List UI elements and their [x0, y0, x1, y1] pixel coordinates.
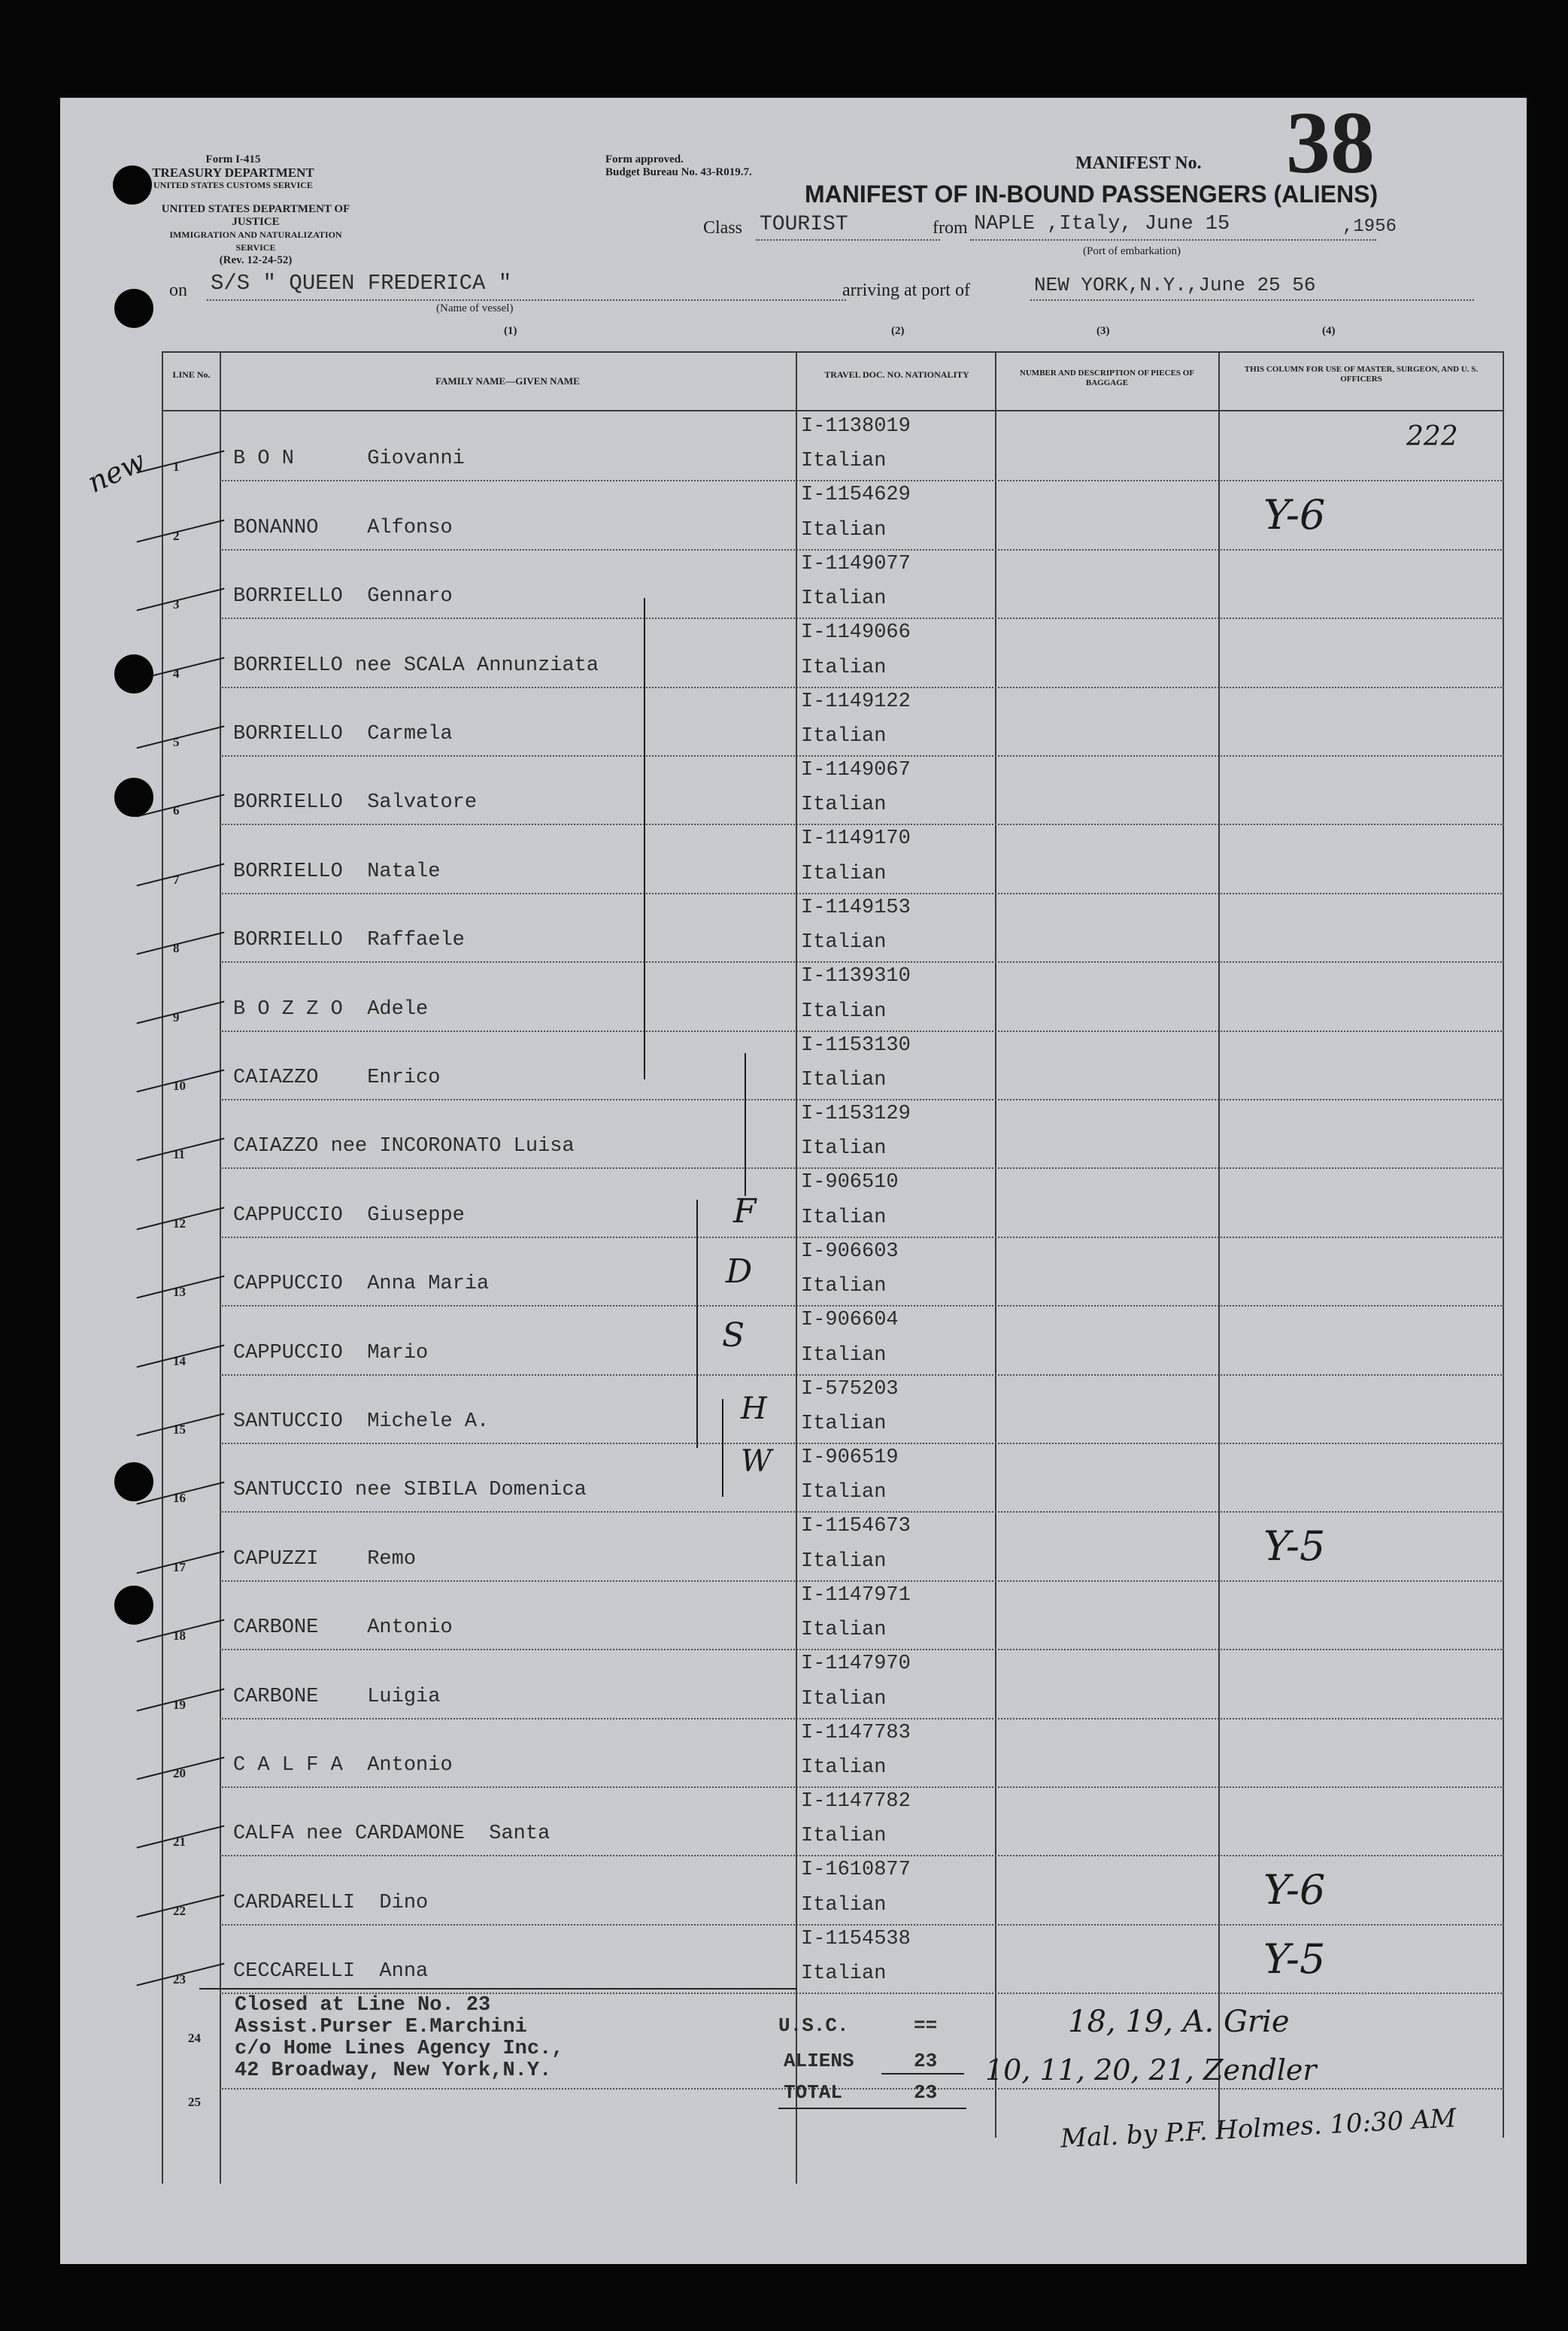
- travel-doc-number: I-1149170: [801, 827, 911, 851]
- year-value: ,1956: [1342, 217, 1397, 237]
- family-name-heading: FAMILY NAME—GIVEN NAME: [435, 375, 580, 387]
- line-number: 2: [173, 528, 180, 543]
- arriving-label: arriving at port of: [842, 281, 970, 300]
- travel-doc-number: I-906510: [801, 1171, 899, 1194]
- line-number: 4: [173, 666, 180, 681]
- travel-doc-number: I-906603: [801, 1240, 899, 1263]
- travel-doc-number: I-1149153: [801, 896, 911, 919]
- line-number-24: 24: [188, 2031, 201, 2045]
- handwritten-signature-note: Mal. by P.F. Holmes. 10:30 AM: [1060, 2103, 1457, 2154]
- relation-mark-wife: W: [741, 1444, 772, 1479]
- punch-hole: [114, 1586, 153, 1625]
- line-number-25: 25: [188, 2095, 201, 2109]
- handwritten-inspection-1: 18, 19, A. Grie: [1068, 2005, 1290, 2039]
- table-row: [60, 414, 1504, 482]
- line-number: 8: [173, 941, 180, 956]
- nationality: Italian: [801, 1068, 887, 1091]
- family-bracket-cappuccio: [696, 1200, 698, 1448]
- table-row: [60, 1307, 1504, 1376]
- travel-doc-number: I-1154673: [801, 1515, 911, 1538]
- row-rule: [220, 549, 1504, 551]
- travel-doc-number: I-1149067: [801, 759, 911, 782]
- travel-doc-number: I-1147971: [801, 1583, 911, 1607]
- line-number: 7: [173, 872, 180, 887]
- table-row: [60, 1583, 1504, 1651]
- approval-block: [605, 153, 786, 179]
- ins-label: IMMIGRATION AND NATURALIZATION SERVICE: [169, 229, 342, 253]
- manifest-number: 38: [1286, 93, 1375, 192]
- row-rule: [220, 1649, 1504, 1650]
- passenger-name: CAIAZZO nee INCORONATO Luisa: [233, 1135, 575, 1158]
- table-row: [60, 757, 1504, 826]
- check-mark: [137, 932, 225, 955]
- check-mark: [137, 588, 225, 612]
- revision-label: (Rev. 12-24-52): [219, 254, 293, 266]
- table-row: [60, 1651, 1504, 1719]
- closing-note: [235, 1995, 563, 2082]
- row-rule: [220, 1924, 1504, 1926]
- check-mark: [137, 451, 225, 474]
- punch-hole: [114, 289, 153, 328]
- punch-hole: [113, 165, 152, 205]
- total-label: TOTAL: [784, 2081, 843, 2104]
- nationality: Italian: [801, 1825, 887, 1848]
- port-embarkation-caption: (Port of embarkation): [1083, 245, 1181, 257]
- passenger-name: BORRIELLO Gennaro: [233, 585, 453, 609]
- line-number: 16: [173, 1491, 186, 1506]
- officer-note: 222: [1406, 421, 1458, 452]
- passenger-name: CALFA nee CARDAMONE Santa: [233, 1823, 550, 1846]
- travel-doc-number: I-1153129: [801, 1103, 911, 1125]
- table-row: [60, 895, 1504, 964]
- table-row: [60, 1239, 1504, 1307]
- passenger-name: SANTUCCIO nee SIBILA Domenica: [233, 1479, 587, 1502]
- table-row: [60, 826, 1504, 894]
- table-row: [60, 1857, 1504, 1926]
- vessel-name: S/S " QUEEN FREDERICA ": [211, 271, 512, 296]
- line-number: 5: [173, 734, 180, 749]
- travel-doc-number: I-1154538: [801, 1927, 911, 1950]
- vessel-caption: (Name of vessel): [436, 302, 514, 314]
- table-row: [60, 689, 1504, 757]
- nationality: Italian: [801, 1481, 887, 1504]
- row-rule: [220, 1718, 1504, 1719]
- nationality: Italian: [801, 518, 887, 542]
- table-row: [60, 551, 1504, 620]
- travel-doc-number: I-1149122: [801, 690, 911, 713]
- nationality: Italian: [801, 1619, 887, 1642]
- travel-doc-number: I-1147783: [801, 1721, 911, 1744]
- travel-doc-number: I-1139310: [801, 965, 911, 988]
- travel-doc-number: I-906604: [801, 1309, 899, 1332]
- nationality: Italian: [801, 1275, 887, 1298]
- relation-mark-father: F: [733, 1192, 757, 1231]
- officers-heading: THIS COLUMN FOR USE OF MASTER, SURGEON, AND U. S. OFFICERS: [1244, 365, 1479, 384]
- row-rule: [220, 618, 1504, 619]
- line-number: 21: [173, 1835, 186, 1850]
- arriving-value: NEW YORK,N.Y.,June 25 56: [1034, 274, 1316, 296]
- travel-doc-heading: TRAVEL DOC. NO. NATIONALITY: [824, 369, 969, 380]
- line-number: 20: [173, 1765, 186, 1780]
- row-rule: [220, 1030, 1504, 1032]
- table-row: [60, 1513, 1504, 1582]
- check-mark: [137, 1000, 225, 1024]
- column-2-index: (2): [891, 325, 905, 337]
- row-rule: [220, 755, 1504, 757]
- table-row: [60, 1033, 1504, 1101]
- row-rule: [220, 1374, 1504, 1376]
- line-number: 3: [173, 597, 180, 612]
- row-rule: [220, 824, 1504, 825]
- line-number: 1: [173, 460, 180, 475]
- treasury-label: TREASURY DEPARTMENT: [152, 165, 314, 180]
- column-3-index: (3): [1096, 325, 1110, 337]
- passenger-name: CARBONE Antonio: [233, 1616, 453, 1640]
- line-number: 12: [173, 1216, 186, 1231]
- row-rule: [220, 1099, 1504, 1100]
- line-number: 18: [173, 1628, 186, 1644]
- usc-label: U.S.C.: [778, 2014, 849, 2037]
- assistant-purser: Assist.Purser E.Marchini: [235, 2016, 527, 2038]
- nationality: Italian: [801, 1000, 887, 1023]
- column-1-index: (1): [504, 325, 517, 337]
- nationality: Italian: [801, 1206, 887, 1229]
- justice-label: UNITED STATES DEPARTMENT OF JUSTICE: [161, 203, 350, 228]
- officer-note: Y-6: [1263, 491, 1326, 539]
- line-number: 10: [173, 1078, 186, 1093]
- row-rule: [220, 1580, 1504, 1582]
- line-number: 23: [173, 1972, 186, 1987]
- aliens-value: 23: [914, 2050, 938, 2072]
- aliens-label: ALIENS: [784, 2050, 854, 2072]
- travel-doc-number: I-1153130: [801, 1033, 911, 1057]
- line-number: 6: [173, 803, 180, 818]
- nationality: Italian: [801, 1412, 887, 1435]
- nationality: Italian: [801, 1687, 887, 1710]
- passenger-name: CAIAZZO Enrico: [233, 1066, 441, 1089]
- class-label: Class: [703, 218, 743, 238]
- row-rule: [220, 961, 1504, 963]
- form-number: Form I-415: [205, 153, 261, 165]
- passenger-name: BORRIELLO Carmela: [233, 722, 453, 745]
- nationality: Italian: [801, 724, 887, 748]
- travel-doc-number: I-1147970: [801, 1653, 911, 1676]
- from-label: from: [933, 218, 968, 238]
- passenger-name: BORRIELLO Salvatore: [233, 791, 478, 815]
- family-bracket-santuccio: [722, 1399, 723, 1497]
- row-rule: [220, 1511, 1504, 1513]
- class-value: TOURIST: [760, 213, 848, 236]
- passenger-name: CAPUZZI Remo: [233, 1547, 417, 1571]
- passenger-name: CARDARELLI Dino: [233, 1891, 429, 1914]
- budget-bureau-label: Budget Bureau No. 43-R019.7.: [605, 166, 752, 178]
- passenger-name: BORRIELLO Natale: [233, 860, 441, 883]
- agency-address: 42 Broadway, New York,N.Y.: [235, 2059, 552, 2082]
- passenger-name: B O N Giovanni: [233, 448, 465, 471]
- manifest-no-label: MANIFEST No.: [1075, 153, 1202, 173]
- check-mark: [137, 725, 225, 748]
- travel-doc-number: I-1147782: [801, 1790, 911, 1813]
- nationality: Italian: [801, 1343, 887, 1367]
- column-4-index: (4): [1322, 325, 1336, 337]
- nationality: Italian: [801, 656, 887, 679]
- line-no-heading: LINE No.: [172, 369, 211, 380]
- passenger-name: BONANNO Alfonso: [233, 516, 453, 539]
- line-number: 15: [173, 1422, 186, 1437]
- nationality: Italian: [801, 1962, 887, 1986]
- table-row: [60, 1101, 1504, 1170]
- nationality: Italian: [801, 862, 887, 885]
- line-number: 22: [173, 1903, 186, 1918]
- travel-doc-number: I-906519: [801, 1446, 899, 1469]
- line-number: 9: [173, 1009, 180, 1024]
- table-row: [60, 1445, 1504, 1513]
- relation-mark-daughter: D: [726, 1252, 753, 1291]
- handwritten-inspection-2: 10, 11, 20, 21, Zendler: [985, 2053, 1317, 2087]
- table-row: [60, 1170, 1504, 1238]
- table-row: [60, 1376, 1504, 1445]
- manifest-sheet: [60, 93, 1527, 2264]
- punch-hole: [114, 1462, 153, 1501]
- line-number: 17: [173, 1559, 186, 1574]
- family-bracket-borriello: [644, 598, 645, 1079]
- total-value: 23: [914, 2081, 938, 2104]
- passenger-name: B O Z Z O Adele: [233, 997, 429, 1021]
- row-rule: [220, 1443, 1504, 1444]
- line-number: 14: [173, 1353, 186, 1368]
- passenger-name: C A L F A Antonio: [233, 1753, 453, 1777]
- passenger-name: CECCARELLI Anna: [233, 1960, 429, 1983]
- table-row: [60, 620, 1504, 688]
- table-row: [60, 1720, 1504, 1789]
- officer-note: Y-5: [1263, 1935, 1326, 1983]
- passenger-name: CARBONE Luigia: [233, 1685, 441, 1708]
- travel-doc-number: I-1149077: [801, 552, 911, 575]
- row-rule: [220, 1855, 1504, 1856]
- nationality: Italian: [801, 931, 887, 955]
- agency-name: c/o Home Lines Agency Inc.,: [235, 2038, 564, 2060]
- check-mark: [137, 863, 225, 886]
- punch-hole: [114, 654, 153, 694]
- nationality: Italian: [801, 1137, 887, 1161]
- row-rule: [220, 1786, 1504, 1788]
- from-value: NAPLE ,Italy, June 15: [974, 213, 1230, 235]
- line-number: 13: [173, 1285, 186, 1300]
- passenger-name: BORRIELLO nee SCALA Annunziata: [233, 654, 599, 677]
- row-rule: [220, 480, 1504, 481]
- nationality: Italian: [801, 450, 887, 473]
- usc-value: ==: [914, 2014, 938, 2037]
- travel-doc-number: I-1149066: [801, 621, 911, 645]
- officer-note: Y-5: [1263, 1522, 1326, 1571]
- travel-doc-number: I-1138019: [801, 415, 911, 438]
- travel-doc-number: I-1610877: [801, 1859, 911, 1882]
- nationality: Italian: [801, 1549, 887, 1573]
- travel-doc-number: I-575203: [801, 1377, 899, 1401]
- row-rule: [220, 1305, 1504, 1307]
- closed-at-line: Closed at Line No. 23: [235, 1994, 491, 2017]
- nationality: Italian: [801, 1756, 887, 1779]
- travel-doc-number: I-1154629: [801, 484, 911, 507]
- baggage-heading: NUMBER AND DESCRIPTION OF PIECES OF BAGGAGE: [1019, 369, 1195, 387]
- justice-block: [158, 203, 353, 267]
- relation-mark-husband: H: [741, 1392, 767, 1426]
- nationality: Italian: [801, 794, 887, 817]
- officer-note: Y-6: [1263, 1866, 1326, 1914]
- passenger-name: BORRIELLO Raffaele: [233, 929, 465, 952]
- form-id-block: [135, 153, 331, 192]
- form-approved-label: Form approved.: [605, 153, 684, 165]
- passenger-name: CAPPUCCIO Anna Maria: [233, 1273, 490, 1296]
- passenger-name: CAPPUCCIO Giuseppe: [233, 1203, 465, 1227]
- table-row: [60, 482, 1504, 551]
- passenger-name: SANTUCCIO Michele A.: [233, 1410, 490, 1433]
- relation-mark-son: S: [722, 1316, 745, 1355]
- row-rule: [220, 893, 1504, 894]
- manifest-title: MANIFEST OF IN-BOUND PASSENGERS (ALIENS): [805, 181, 1378, 208]
- line-number: 19: [173, 1697, 186, 1712]
- table-row: [60, 964, 1504, 1032]
- row-rule: [220, 687, 1504, 688]
- row-rule: [220, 1237, 1504, 1238]
- margin-note: new: [82, 444, 151, 499]
- nationality: Italian: [801, 587, 887, 611]
- table-row: [60, 1789, 1504, 1857]
- passenger-name: CAPPUCCIO Mario: [233, 1341, 429, 1364]
- table-row: [60, 1926, 1504, 1995]
- family-bracket-caiazzo: [745, 1053, 746, 1196]
- nationality: Italian: [801, 1893, 887, 1917]
- check-mark: [137, 519, 225, 542]
- on-label: on: [169, 281, 187, 300]
- row-rule: [220, 1167, 1504, 1169]
- punch-hole: [114, 778, 153, 817]
- customs-label: UNITED STATES CUSTOMS SERVICE: [153, 180, 313, 190]
- line-number: 11: [173, 1147, 186, 1162]
